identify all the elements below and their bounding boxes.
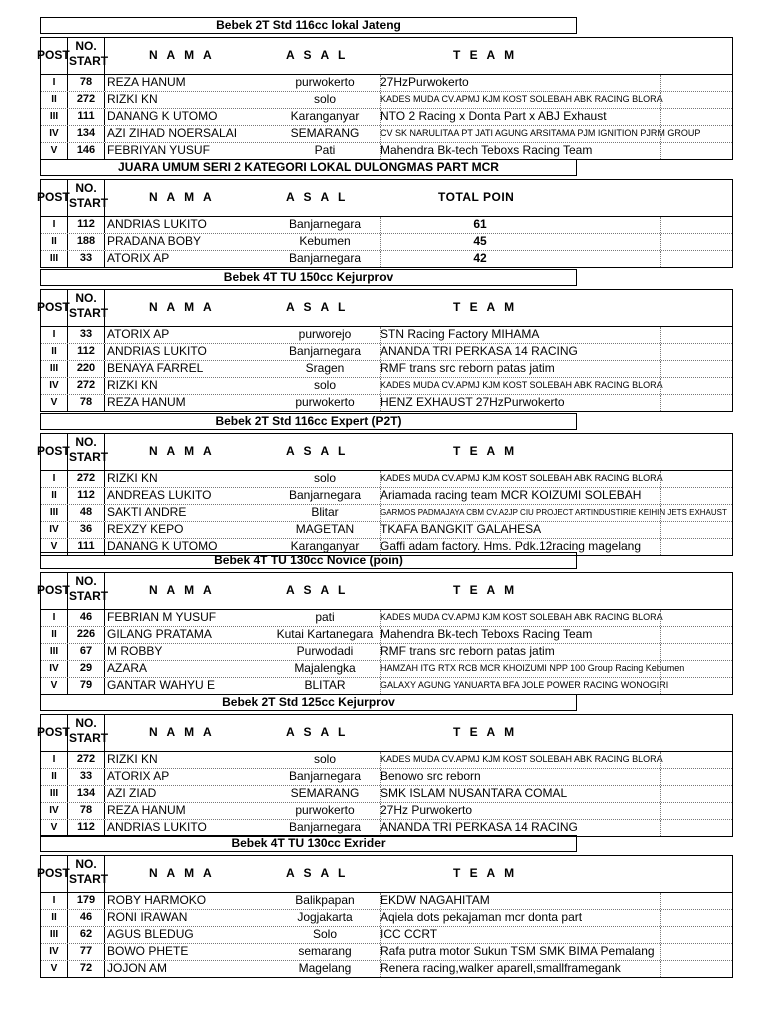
rider-name-cell: DANANG K UTOMO [107,539,218,553]
header-nama: N A M A [149,300,215,314]
origin-cell: Banjarnegara [288,251,362,265]
position-cell: I [52,754,56,765]
start-number-cell: 134 [76,127,96,139]
table-row [41,660,732,677]
results-table [37,179,733,268]
header-team: T E A M [453,48,518,62]
table-row [41,91,732,108]
team-cell: SMK ISLAM NUSANTARA COMAL [380,786,568,800]
start-number-cell: 111 [77,540,95,552]
rider-name-cell: REZA HANUM [107,803,186,817]
position-cell: V [50,680,58,691]
position-cell: III [49,507,59,518]
origin-cell: Sragen [305,361,345,375]
position-cell: IV [49,128,59,139]
origin-cell: purwokerto [295,75,355,89]
header-pos: POST [37,48,70,62]
start-number-cell: 272 [76,753,96,765]
team-cell: Mahendra Bk-tech Teboxs Racing Team [380,627,593,641]
origin-cell: pati [315,610,335,624]
team-cell: GALAXY AGUNG YANUARTA BFA JOLE POWER RACING WONOGIRI [380,680,669,690]
start-number-cell: 33 [79,328,93,340]
rider-name-cell: REZA HANUM [107,75,186,89]
position-cell: V [50,145,58,156]
header-pos: POST [37,444,70,458]
team-cell: ANANDA TRI PERKASA 14 RACING [380,344,578,358]
header-asal: A S A L [286,300,349,314]
position-cell: III [49,111,59,122]
header-pos: POST [37,725,70,739]
rider-name-cell: ATORIX AP [107,769,170,783]
table-header [37,715,732,752]
table-body [41,752,732,836]
position-cell: V [50,397,58,408]
position-cell: I [52,77,56,88]
team-cell: KADES MUDA CV.APMJ KJM KOST SOLEBAH ABK RACING BLORA [380,473,663,483]
rider-name-cell: GANTAR WAHYU E [107,678,216,692]
header-pos: POST [37,866,70,880]
start-number-cell: 46 [79,911,93,923]
table-header [37,290,732,327]
results-table [37,714,733,837]
position-cell: II [51,629,57,640]
table-header [37,180,732,217]
section-title: Bebek 2T Std 116cc Expert (P2T) [40,413,577,430]
table-row [41,677,732,694]
position-cell: III [49,788,59,799]
table-body [41,610,732,694]
origin-cell: Karanganyar [290,539,360,553]
rider-name-cell: ROBY HARMOKO [107,893,207,907]
position-cell: II [51,346,57,357]
table-body [41,893,732,977]
origin-cell: Blitar [311,505,339,519]
team-cell: 27Hz Purwokerto [380,803,473,817]
origin-cell: Banjarnegara [288,217,362,231]
position-cell: I [52,612,56,623]
table-row [41,360,732,377]
origin-cell: SEMARANG [290,786,360,800]
start-number-cell: 134 [76,787,96,799]
rider-name-cell: RIZKI KN [107,752,158,766]
origin-cell: Banjarnegara [288,769,362,783]
start-number-cell: 72 [79,962,93,974]
rider-name-cell: AZI ZIAD [107,786,157,800]
table-row [41,504,732,521]
results-table [37,289,733,412]
rider-name-cell: RIZKI KN [107,378,158,392]
start-number-cell: 33 [79,770,93,782]
start-number-cell: 272 [76,379,96,391]
origin-cell: purwokerto [295,803,355,817]
table-body [41,471,732,555]
table-header [37,38,732,75]
position-cell: II [51,94,57,105]
team-cell: Benowo src reborn [380,769,481,783]
team-cell: KADES MUDA CV.APMJ KJM KOST SOLEBAH ABK RACING BLORA [380,754,663,764]
origin-cell: Kebumen [299,234,351,248]
table-row [41,487,732,504]
start-number-cell: 272 [76,472,96,484]
origin-cell: Banjarnegara [288,344,362,358]
origin-cell: Kutai Kartanegara [276,627,374,641]
start-number-cell: 188 [76,235,96,247]
table-row [41,819,732,836]
table-body [41,327,732,411]
table-row [41,752,732,768]
table-row [41,943,732,960]
origin-cell: Jogjakarta [297,910,353,924]
table-row [41,926,732,943]
header-no-start: NO. START [69,181,109,210]
position-cell: V [50,963,58,974]
origin-cell: Karanganyar [290,109,360,123]
header-asal: A S A L [286,866,349,880]
start-number-cell: 179 [76,894,96,906]
team-cell: RMF trans src reborn patas jatim [380,644,555,658]
start-number-cell: 67 [79,645,93,657]
points-cell: 61 [473,217,487,231]
start-number-cell: 220 [76,362,96,374]
table-body [41,217,732,267]
table-row [41,394,732,411]
rider-name-cell: FEBRIAN M YUSUF [107,610,217,624]
origin-cell: purwokerto [295,395,355,409]
table-row [41,125,732,142]
start-number-cell: 112 [77,345,95,357]
header-no-start: NO. START [69,435,109,464]
header-asal: A S A L [286,444,349,458]
team-cell: HENZ EXHAUST 27HzPurwokerto [380,395,565,409]
start-number-cell: 62 [79,928,93,940]
header-team: T E A M [453,725,518,739]
position-cell: IV [49,663,59,674]
table-row [41,643,732,660]
table-row [41,521,732,538]
rider-name-cell: ANDRIAS LUKITO [107,217,207,231]
position-cell: III [49,363,59,374]
header-no-start: NO. START [69,574,109,603]
table-header [37,856,732,893]
header-total-poin: TOTAL POIN [438,190,515,204]
rider-name-cell: GILANG PRATAMA [107,627,212,641]
origin-cell: Balikpapan [295,893,355,907]
position-cell: II [51,912,57,923]
results-table [37,37,733,160]
header-nama: N A M A [149,725,215,739]
position-cell: IV [49,380,59,391]
start-number-cell: 78 [79,396,93,408]
header-nama: N A M A [149,866,215,880]
points-cell: 45 [473,234,487,248]
start-number-cell: 112 [77,821,95,833]
position-cell: IV [49,946,59,957]
section-title: JUARA UMUM SERI 2 KATEGORI LOKAL DULONGMAS PART MCR [40,159,577,176]
origin-cell: semarang [298,944,352,958]
position-cell: II [51,771,57,782]
origin-cell: purworejo [298,327,352,341]
rider-name-cell: REXZY KEPO [107,522,184,536]
table-row [41,785,732,802]
section-title: Bebek 4T TU 130cc Exrider [40,835,577,852]
team-cell: Rafa putra motor Sukun TSM SMK BIMA Pemalang [380,944,655,958]
origin-cell: solo [313,378,336,392]
rider-name-cell: PRADANA BOBY [107,234,202,248]
team-cell: HAMZAH ITG RTX RCB MCR KHOIZUMI NPP 100 Group Racing Kebumen [380,663,685,673]
team-cell: Ariamada racing team MCR KOIZUMI SOLEBAH [380,488,642,502]
header-team: T E A M [453,866,518,880]
header-nama: N A M A [149,444,215,458]
rider-name-cell: AZI ZIHAD NOERSALAI [107,126,238,140]
team-cell: 27HzPurwokerto [380,75,469,89]
table-row [41,343,732,360]
position-cell: II [51,490,57,501]
header-asal: A S A L [286,190,349,204]
team-cell: Gaffi adam factory. Hms. Pdk.12racing magelang [380,539,642,553]
header-asal: A S A L [286,48,349,62]
header-pos: POST [37,583,70,597]
table-row [41,893,732,909]
rider-name-cell: ATORIX AP [107,251,170,265]
header-nama: N A M A [149,583,215,597]
start-number-cell: 46 [79,611,93,623]
table-row [41,960,732,977]
position-cell: I [52,473,56,484]
team-cell: ANANDA TRI PERKASA 14 RACING [380,820,578,834]
position-cell: IV [49,805,59,816]
position-cell: III [49,929,59,940]
table-row [41,142,732,159]
start-number-cell: 226 [76,628,96,640]
header-nama: N A M A [149,48,215,62]
section-title: Bebek 4T TU 150cc Kejurprov [40,269,577,286]
rider-name-cell: M ROBBY [107,644,163,658]
results-table [37,855,733,978]
origin-cell: Purwodadi [296,644,354,658]
table-row [41,217,732,233]
team-cell: RMF trans src reborn patas jatim [380,361,555,375]
origin-cell: solo [313,471,336,485]
start-number-cell: 79 [79,679,93,691]
start-number-cell: 77 [79,945,93,957]
origin-cell: SEMARANG [290,126,360,140]
header-no-start: NO. START [69,39,109,68]
start-number-cell: 112 [77,489,95,501]
header-pos: POST [37,190,70,204]
origin-cell: Banjarnegara [288,820,362,834]
origin-cell: solo [313,92,336,106]
start-number-cell: 48 [79,506,93,518]
start-number-cell: 272 [76,93,96,105]
header-no-start: NO. START [69,716,109,745]
rider-name-cell: SAKTI ANDRE [107,505,187,519]
table-header [37,573,732,610]
position-cell: II [51,236,57,247]
start-number-cell: 29 [79,662,93,674]
header-team: T E A M [453,583,518,597]
position-cell: V [50,822,58,833]
rider-name-cell: FEBRIYAN YUSUF [107,143,210,157]
origin-cell: Pati [314,143,336,157]
rider-name-cell: BENAYA FARREL [107,361,204,375]
team-cell: CV SK NARULITAA PT JATI AGUNG ARSITAMA PJM IGNITION PJRM GROUP [380,128,701,138]
section-title: Bebek 2T Std 116cc lokal Jateng [40,17,577,34]
team-cell: TKAFA BANGKIT GALAHESA [380,522,542,536]
start-number-cell: 112 [77,218,95,230]
start-number-cell: 146 [76,144,96,156]
origin-cell: Banjarnegara [288,488,362,502]
rider-name-cell: ANDRIAS LUKITO [107,344,207,358]
origin-cell: solo [313,752,336,766]
position-cell: IV [49,524,59,535]
origin-cell: Magelang [298,961,352,975]
position-cell: I [52,329,56,340]
origin-cell: BLITAR [304,678,346,692]
header-team: T E A M [453,300,518,314]
team-cell: STN Racing Factory MIHAMA [380,327,540,341]
position-cell: I [52,895,56,906]
header-nama: N A M A [149,190,215,204]
table-row [41,626,732,643]
table-row [41,108,732,125]
header-team: T E A M [453,444,518,458]
start-number-cell: 78 [79,804,93,816]
table-row [41,377,732,394]
team-cell: KADES MUDA CV.APMJ KJM KOST SOLEBAH ABK RACING BLORA [380,380,663,390]
table-body [41,75,732,159]
rider-name-cell: RIZKI KN [107,92,158,106]
team-cell: Mahendra Bk-tech Teboxs Racing Team [380,143,593,157]
start-number-cell: 36 [79,523,93,535]
points-cell: 42 [473,251,487,265]
rider-name-cell: RONI IRAWAN [107,910,188,924]
team-cell: KADES MUDA CV.APMJ KJM KOST SOLEBAH ABK RACING BLORA [380,94,663,104]
position-cell: III [49,646,59,657]
table-row [41,802,732,819]
start-number-cell: 33 [79,252,93,264]
table-header [37,434,732,471]
section-title: Bebek 4T TU 130cc Novice (poin) [40,552,577,569]
results-table [37,572,733,695]
table-row [41,327,732,343]
header-asal: A S A L [286,583,349,597]
team-cell: GARMOS PADMAJAYA CBM CV.A2JP CIU PROJECT ARTINDUSTIRIE KEIHIN JETS EXHAUST [380,508,727,517]
start-number-cell: 111 [77,110,95,122]
team-cell: KADES MUDA CV.APMJ KJM KOST SOLEBAH ABK RACING BLORA [380,612,663,622]
rider-name-cell: JOJON AM [107,961,168,975]
origin-cell: Majalengka [294,661,356,675]
header-no-start: NO. START [69,857,109,886]
table-row [41,75,732,91]
position-cell: I [52,219,56,230]
header-asal: A S A L [286,725,349,739]
table-row [41,909,732,926]
rider-name-cell: RIZKI KN [107,471,158,485]
rider-name-cell: AZARA [107,661,148,675]
rider-name-cell: ANDREAS LUKITO [107,488,212,502]
table-row [41,250,732,267]
rider-name-cell: REZA HANUM [107,395,186,409]
team-cell: Renera racing,walker aparell,smallframegank [380,961,621,975]
origin-cell: MAGETAN [295,522,355,536]
table-row [41,233,732,250]
header-no-start: NO. START [69,291,109,320]
table-row [41,610,732,626]
header-pos: POST [37,300,70,314]
rider-name-cell: ANDRIAS LUKITO [107,820,207,834]
team-cell: ICC CCRT [380,927,438,941]
start-number-cell: 78 [79,76,93,88]
rider-name-cell: ATORIX AP [107,327,170,341]
table-row [41,768,732,785]
team-cell: Aqiela dots pekajaman mcr donta part [380,910,583,924]
origin-cell: Solo [312,927,338,941]
results-table [37,433,733,556]
rider-name-cell: DANANG K UTOMO [107,109,218,123]
table-row [41,471,732,487]
position-cell: III [49,253,59,264]
position-cell: V [50,541,58,552]
team-cell: NTO 2 Racing x Donta Part x ABJ Exhaust [380,109,607,123]
rider-name-cell: AGUS BLEDUG [107,927,194,941]
rider-name-cell: BOWO PHETE [107,944,189,958]
section-title: Bebek 2T Std 125cc Kejurprov [40,694,577,711]
team-cell: EKDW NAGAHITAM [380,893,490,907]
